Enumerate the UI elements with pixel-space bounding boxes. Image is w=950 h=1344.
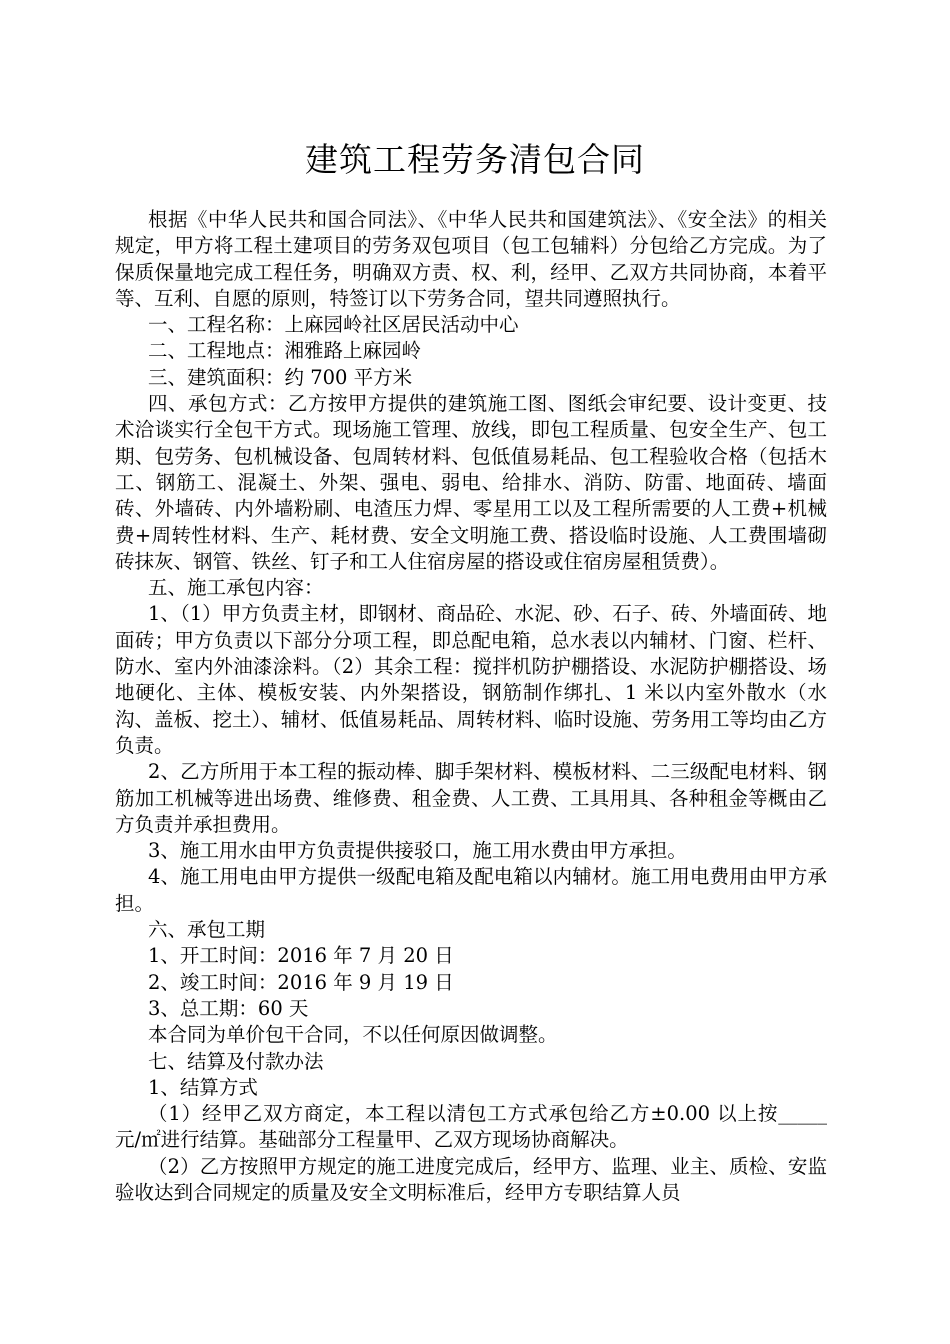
settlement-method-heading: 1、结算方式 — [148, 1075, 258, 1099]
settlement-item-1: （1）经甲乙双方商定，本工程以清包工方式承包给乙方±0.00 以上按_____元/㎡进行结算。基础部分工程量甲、乙双方现场协商解决。 — [115, 1102, 827, 1152]
fixed-price-note: 本合同为单价包干合同，不以任何原因做调整。 — [148, 1023, 558, 1047]
section-heading-settlement: 七、结算及付款办法 — [148, 1049, 324, 1073]
project-location-line: 二、工程地点：湘雅路上麻园岭 — [148, 339, 422, 363]
building-area-line: 三、建筑面积：约 700 平方米 — [148, 365, 413, 389]
settlement-item-2: （2）乙方按照甲方规定的施工进度完成后，经甲方、监理、业主、质检、安监验收达到合同规定的质量及安全文明标准后，经甲方专职结算人员 — [115, 1154, 827, 1204]
completion-date-line: 2、竣工时间：2016 年 9 月 19 日 — [148, 970, 454, 994]
section-heading-scope: 五、施工承包内容： — [148, 576, 324, 600]
contract-method-paragraph: 四、承包方式：乙方按甲方提供的建筑施工图、图纸会审纪要、设计变更、技术洽谈实行全包干方式。现场施工管理、放线，即包工程质量、包安全生产、包工期、包劳务、包机械设备、包周转材料、包低值易耗品、包工程验收合格（包括木工、钢筋工、混凝土、外架、强电、弱电、给排水、消防、防雷、地面砖、墙面砖、外墙砖、内外墙粉刷、电渣压力焊、零星用工以及工程所需要的人工费+机械费+周转性材料、生产、耗材费、安全文明施工费、搭设临时设施、人工费围墙砌砖抹灰、钢管、铁丝、钉子和工人住宿房屋的搭设或住宿房屋租赁费）。 — [115, 392, 827, 573]
start-date-line: 1、开工时间：2016 年 7 月 20 日 — [148, 944, 454, 968]
scope-item-4: 4、施工用电由甲方提供一级配电箱及配电箱以内辅材。施工用电费用由甲方承担。 — [115, 865, 827, 915]
scope-item-2: 2、乙方所用于本工程的振动棒、脚手架材料、模板材料、二三级配电材料、钢筋加工机械等进出场费、维修费、租金费、人工费、工具用具、各种租金等概由乙方负责并承担费用。 — [115, 760, 827, 836]
document-title: 建筑工程劳务清包合同 — [305, 140, 645, 179]
project-name-line: 一、工程名称：上麻园岭社区居民活动中心 — [148, 313, 519, 337]
scope-item-1: 1、（1）甲方负责主材，即钢材、商品砼、水泥、砂、石子、砖、外墙面砖、地面砖；甲方负责以下部分分项工程，即总配电箱，总水表以内辅材、门窗、栏杆、防水、室内外油漆涂料。（2）其余工程：搅拌机防护棚搭设、水泥防护棚搭设、场地硬化、主体、模板安装、内外架搭设，钢筋制作绑扎、1 米以内室外散水（水沟、盖板、挖土）、辅材、低值易耗品、周转材料、临时设施、劳务用工等均由乙方负责。 — [115, 602, 827, 757]
scope-item-3: 3、施工用水由甲方负责提供接驳口，施工用水费由甲方承担。 — [148, 839, 687, 863]
section-heading-schedule: 六、承包工期 — [148, 918, 266, 942]
total-duration-line: 3、总工期：60 天 — [148, 996, 309, 1020]
document-body — [115, 207, 827, 1206]
preamble-paragraph: 根据《中华人民共和国合同法》、《中华人民共和国建筑法》、《安全法》的相关规定，甲方将工程土建项目的劳务双包项目（包工包辅料）分包给乙方完成。为了保质保量地完成工程任务，明确双方责、权、利，经甲、乙双方共同协商，本着平等、互利、自愿的原则，特签订以下劳务合同，望共同遵照执行。 — [115, 208, 827, 310]
